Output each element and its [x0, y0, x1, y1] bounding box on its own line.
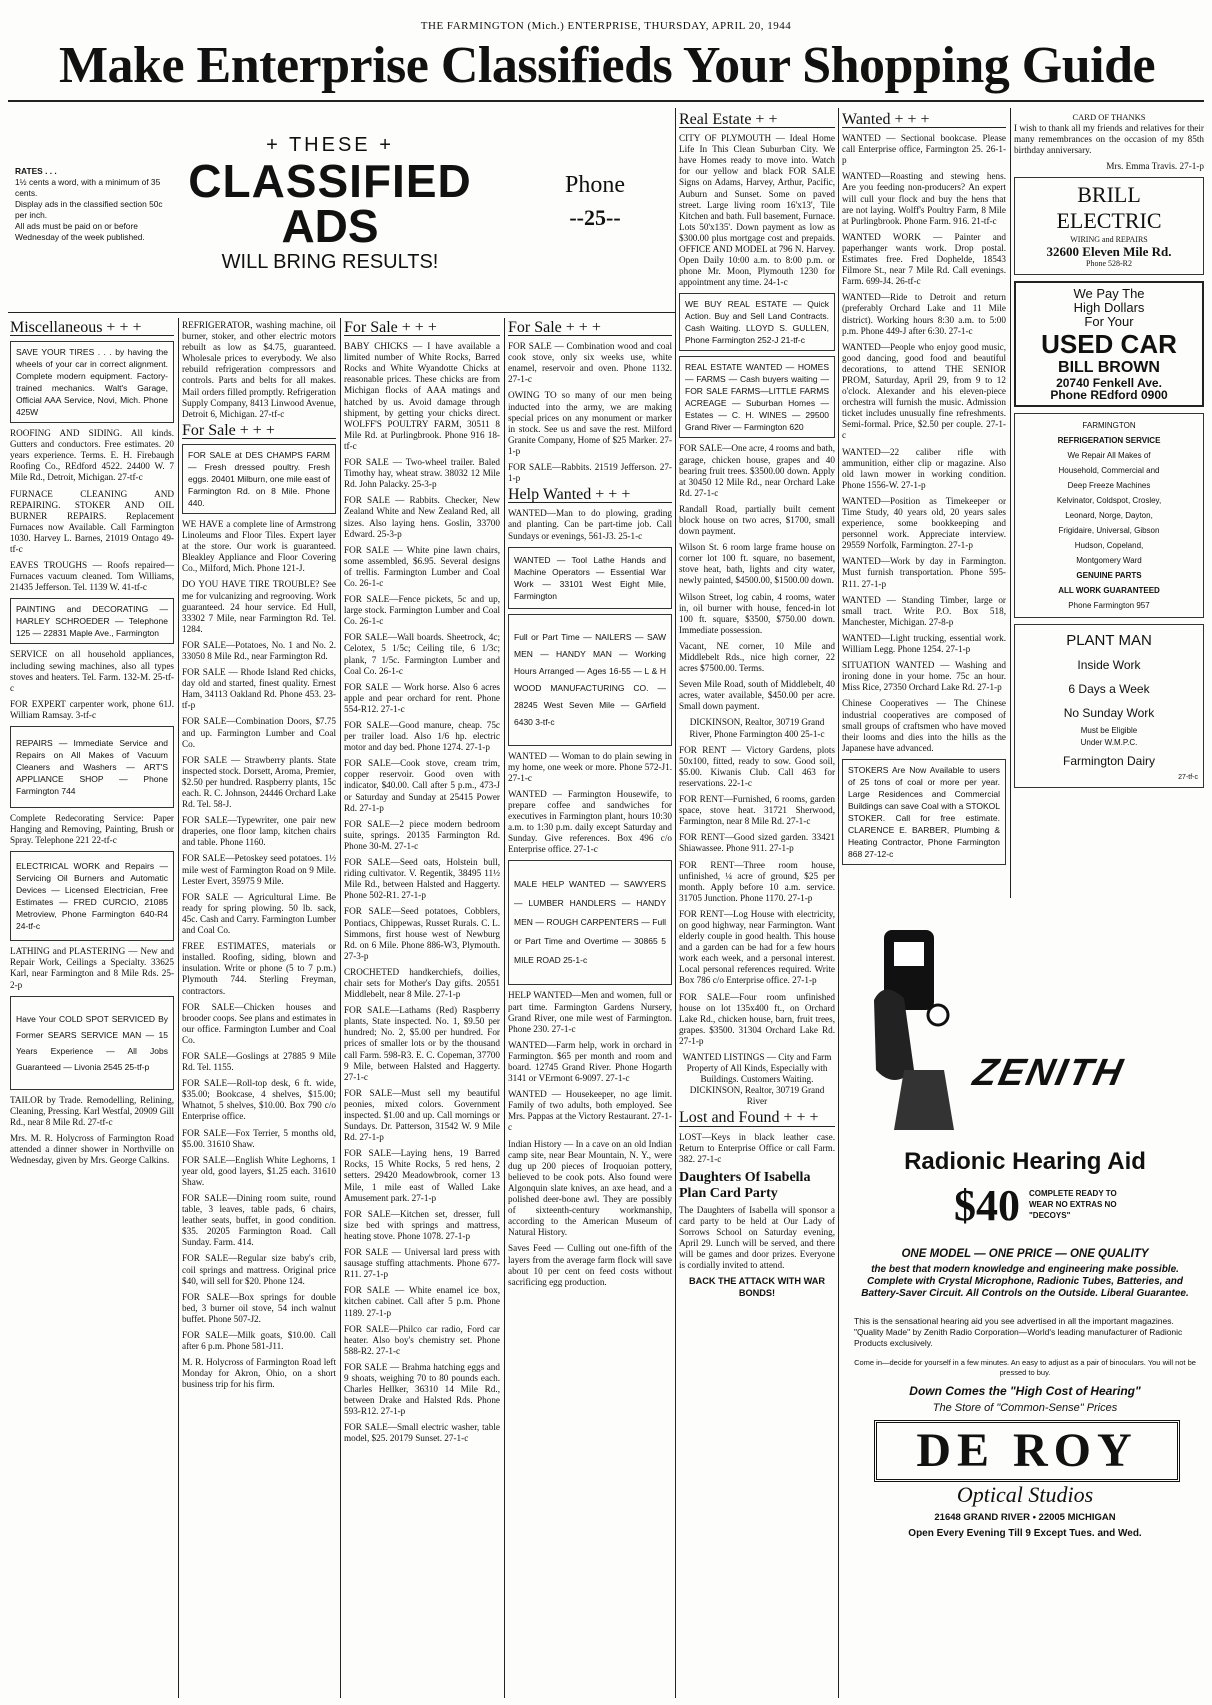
phone-banner: [545, 172, 645, 231]
refrig-title: REFRIGERATION SERVICE: [1057, 436, 1161, 446]
classified-ad: WANTED—Ride to Detroit and return (preferably Orchard Lake and 11 Mile district). Working hours 8:30 a.m. to 5:00 p.m. Phone 449-J after 6:30. 27-1-c: [842, 292, 1006, 336]
classified-ad: FURNACE CLEANING AND REPAIRING. STOKER AND OIL BURNER REPAIRS. Replacement Furnaces now Available. Call Farmington 1030. Harvey L. Barnes, 21019 Ontago 49-tf-c: [10, 488, 174, 555]
column-for-sale-2: [344, 320, 500, 1700]
section-for-sale: For Sale + + +: [182, 425, 336, 439]
classified-ad: FOR SALE—Roll-top desk, 6 ft. wide, $35.00; Bookcase, 4 shelves, $15.00; Whatnot, 5 shelves, $10.00. Box 790 c/o Enterprise office.: [182, 1078, 336, 1122]
section-lost-and-found: Lost and Found + + +: [679, 1112, 835, 1126]
classified-ad: CITY OF PLYMOUTH — Ideal Home Life In This Clean Suburban City. We have Homes ready to move into. Watch for our yellow and black FOR SALE Signs on Adams, Harvey, Arthur, Pacific, Auburn and Sunset. Some on paved street. Large living room 16'x13', Tile Kitchen and bath. Full basement, Furnace. Lots 50'x135'. Down payment as low as $300.00 plus mortgage cost and prepaids. OFFICE AND MODEL at 796 N. Harvey. Open Daily 10:00 a.m. to 8:00 p.m. or phone Mr. Moon, Plymouth 1230 for appointment any time. 24-1-c: [679, 133, 835, 288]
classified-ad: WANTED — Housekeeper, no age limit. Family of two adults, both employed. See Mrs. Pappas at the Victory Restaurant. 27-1-c: [508, 1089, 672, 1133]
classified-ad: FOR SALE — Strawberry plants. State inspected stock. Dorsett, Aroma, Premier, $2.50 per hundred. Raspberry plants, 15c each. R. C. Johnson, 24446 Orchard Lake Rd. Tel. 58-J.: [182, 754, 336, 810]
column-display-ads: [1014, 112, 1204, 902]
classified-ad: FOR SALE—Typewriter, one pair new draperies, one floor lamp, kitchen chairs and table. Phone 1160.: [182, 815, 336, 848]
classified-ad: FOR RENT—Log House with electricity, on good highway, near Farmington. Want elderly couple in good health. This house and a garden can be had for a few hours work each week, and a personal interest. Local personal references required. Write Box 786 c/o Enterprise office. 27-1-p: [679, 908, 835, 986]
classified-ad: DICKINSON, Realtor, 30719 Grand River, Phone Farmington 400 25-1-c: [689, 717, 825, 739]
classified-ad: MALE HELP WANTED — SAWYERS — LUMBER HANDLERS — HANDY MEN — ROUGH CARPENTERS — Full or Part Time and Overtime — 30865 5 MILE ROAD 25-1-c: [508, 860, 672, 985]
news-item: M. R. Holycross of Farmington Road left Monday for Akron, Ohio, on a short business trip for his firm.: [182, 1357, 336, 1390]
hand-with-hearing-aid-icon: [854, 920, 974, 1130]
refrig-line: FARMINGTON: [1082, 421, 1136, 431]
banner-these: + THESE +: [266, 134, 394, 156]
classified-ad: HELP WANTED—Men and women, full or part time. Farmington Gardens Nursery, Grand River, one mile west of Farmington. Phone 230. 27-1-c: [508, 990, 672, 1034]
classified-ad: FOR SALE—Good manure, cheap. 75c per trailer load. Also 1/6 hp. electric motor and day bed. Phone 1274. 27-1-p: [344, 720, 500, 753]
news-item: Saves Feed — Culling out one-fifth of the layers from the average farm flock will save about 10 per cent on feed costs without sacrificing egg production.: [508, 1243, 672, 1287]
section-for-sale: For Sale + + +: [508, 322, 672, 336]
classified-ad: DO YOU HAVE TIRE TROUBLE? See me for vulcanizing and regrooving. Work guaranteed. 24 hour service. Ed Hull, 33302 7 Mile, near Farmington Rd. Tel. 1284.: [182, 579, 336, 634]
classified-ad: WANTED—Work by day in Farmington. Must furnish transportation. Phone 595-R11. 27-1-p: [842, 556, 1006, 589]
classified-ad: WANTED — Tool Lathe Hands and Machine Operators — Essential War Work — 33101 West Eight Mile, Farmington: [508, 547, 672, 609]
band-rule: [8, 312, 676, 313]
classified-ad: FOR SALE—Fence pickets, 5c and up, large stock. Farmington Lumber and Coal Co. 26-1-c: [344, 594, 500, 627]
classified-ad: FOR SALE—Chicken houses and brooder coops. See plans and estimates in our office. Farmington Lumber and Coal Co.: [182, 1001, 336, 1045]
classified-ad: WANTED — Sectional bookcase. Please call Enterprise office, Farmington 25. 26-1-p: [842, 133, 1006, 166]
classified-ad: FOR RENT—Three room house, unfinished, ¼ acre of ground, $25 per month. Apply before 10 a.m. service. 31705 Junction. Phone 1170. 27-1-p: [679, 859, 835, 903]
header-rule: [8, 100, 1204, 102]
page-headline: Make Enterprise Classifieds Your Shopping Guide: [58, 37, 1156, 94]
card-of-thanks-signature: Mrs. Emma Travis. 27-1-p: [1106, 161, 1204, 172]
column-real-estate: [679, 112, 835, 1702]
classified-ad: OWING TO so many of our men being inducted into the army, we are making special prices on any monument or marker in stock. See us and save the rest. Milford Granite Company, Home of $25 Marker. 27-1-p: [508, 390, 672, 456]
classified-ad: FOR SALE—Must sell my beautiful peonies, mixed colors. Government inspected. $1.00 and up. Call mornings or Sundays. Dr. Patterson, 31542 W. 9 Mile Rd. 27-1-p: [344, 1087, 500, 1143]
classified-ad: Complete Redecorating Service: Paper Hanging and Removing, Painting, Brush or Spray. Telephone 221 22-tf-c: [10, 812, 174, 846]
zenith-down-comes: Down Comes the "High Cost of Hearing": [909, 1384, 1141, 1398]
brill-services: WIRING and REPAIRS: [1070, 235, 1148, 245]
classified-ad: WANTED—Position as Timekeeper or Time Study, 40 years old, 20 years sales experience, some bookkeeping and personnel work. Appreciate interview. 29559 Norfolk, Farmington. 27-1-p: [842, 495, 1006, 551]
zenith-price: $40: [954, 1181, 1020, 1230]
classified-ad: FOR SALE — White enamel ice box, kitchen cabinet. Call after 5 p.m. Phone 1189. 27-1-p: [344, 1285, 500, 1318]
classified-ad: FOR SALE—Petoskey seed potatoes. 1½ mile west of Farmington Road on 9 Mile. Lester Evert, 35975 9 Mile.: [182, 853, 336, 886]
classified-ad: FOR SALE—Fox Terrier, 5 months old, $5.00. 31610 Shaw.: [182, 1127, 336, 1149]
usedcar-line: High Dollars: [1073, 300, 1145, 316]
classified-ad: FOR SALE—Wall boards. Sheetrock, 4c; Celotex, 5 1/5c; Ceiling tile, 6 1/3c; plank, 7 1/5c. Farmington Lumber and Coal Co. 26-1-c: [344, 632, 500, 676]
zenith-title: Radionic Hearing Aid: [904, 1148, 1146, 1175]
classified-ad: FOR SALE—Seed oats, Holstein bull, riding cultivator. V. Regentik, 38495 11½ Mile Rd., between Halsted and Haggerty. Phone 502-R1. 27-1-p: [344, 857, 500, 901]
classified-ad: REAL ESTATE WANTED — HOMES — FARMS — Cash buyers waiting — FOR SALE FARMS—LITTLE FARMS ACREAGE — Suburban Homes — Estates — C. H. WINES — 29500 Grand River — Farmington 620: [679, 356, 835, 438]
column-wanted: [842, 112, 1006, 902]
brill-name: BRILL: [1077, 182, 1141, 208]
zenith-come-in: Come in—decide for yourself in a few minutes. An easy to adjust as a pair of binoculars. You will not be pressed to buy.: [854, 1358, 1196, 1377]
zenith-hearing-aid-ad: [844, 912, 1206, 1702]
usedcar-line: We Pay The: [1073, 286, 1145, 302]
classified-ad: FOR SALE — Rhode Island Red chicks, day old and started, finest quality. Ernest Ham, 34113 Oakland Rd. Phone 453. 23-tf-p: [182, 667, 336, 711]
plant-man-ad: [1014, 624, 1204, 788]
column-miscellaneous: [10, 320, 174, 1700]
classified-ad: WANTED WORK — Painter and paperhanger wants work. Drop postal. Estimates free. Fred Dophelde, 18543 Filmore St., near 7 Mile Rd. Call evenings. Farm. 699-J4. 26-tf-c: [842, 231, 1006, 287]
brill-electric-ad: [1014, 177, 1204, 275]
usedcar-phone: Phone REdford 0900: [1050, 388, 1168, 403]
refrig-line: We Repair All Makes of: [1067, 451, 1151, 461]
brill-phone: Phone 528-R2: [1086, 259, 1132, 269]
classified-ad: WANTED — Standing Timber, large or small tract. Write P.O. Box 518, Manchester, Michigan. 27-8-p: [842, 594, 1006, 627]
banner-results: WILL BRING RESULTS!: [221, 251, 439, 273]
classified-ad: FOR SALE—Philco car radio, Ford car heater. Also boy's chemistry set. Phone 588-R2. 27-1-c: [344, 1323, 500, 1356]
classified-ad: FOR RENT—Good sized garden. 33421 Shiawassee. Phone 911. 27-1-p: [679, 832, 835, 854]
classified-ad: FOR SALE — Two-wheel trailer. Baled Timothy hay, wheat straw. 38032 12 Mile Rd. John Palacky. 25-3-p: [344, 457, 500, 490]
classified-ad: FOR SALE at DES CHAMPS FARM — Fresh dressed poultry. Fresh eggs. 20401 Milburn, one mile east of Farmington Rd. on 8 Mile. Phone 440.: [182, 444, 336, 514]
zenith-note: This is the sensational hearing aid you see advertised in all the important magazines. "Quality Made" by Zenith Radio Corporation—World's leading manufacturer of Radionic Products exclusively.: [854, 1316, 1183, 1348]
classified-ad: LOST—Keys in black leather case. Return to Enterprise Office or call Farm. 382. 27-1-c: [679, 1131, 835, 1164]
card-of-thanks-title: CARD OF THANKS: [1072, 112, 1146, 122]
classified-ad: FOR SALE — Work horse. Also 6 acres apple and pear orchard for rent. Phone 554-R12. 27-1-c: [344, 681, 500, 714]
classified-ad: WE BUY REAL ESTATE — Quick Action. Buy and Sell Land Contracts. Cash Waiting. LLOYD S. GULLEN, Phone Farmington 252-J 21-tf-c: [679, 293, 835, 351]
classified-ad: WANTED—22 caliber rifle with ammunition, either clip or magazine. Also old lawn mower in working condition. Phone 1556-W. 27-1-p: [842, 446, 1006, 490]
plantman-line: Under W.M.P.C.: [1080, 738, 1138, 748]
classified-ad: FOR SALE—Cook stove, cream trim, copper reservoir. Good oven with indicator, $40.00. Call after 5 p.m., 473-J or Saturday and Sunday at 25415 Power Rd. 27-1-p: [344, 758, 500, 813]
classified-ad: FOR SALE—English White Leghorns, 1 year old, good layers, $1.25 each. 31610 Shaw.: [182, 1154, 336, 1187]
classified-banner: [180, 134, 480, 292]
classified-ad: Have Your COLD SPOT SERVICED By Former SEARS SERVICE MAN — 15 Years Experience — All Jobs Guaranteed — Livonia 2545 25-tf-p: [10, 996, 174, 1090]
column-rule: [838, 108, 839, 1698]
classified-ad: SAVE YOUR TIRES . . . by having the wheels of your car in correct alignment. Complete modern equipment. Factory-trained mechanics. Walt's Garage, Official AAA Service, Novi, Mich. Phone 425W: [10, 341, 174, 423]
classified-ad: SITUATION WANTED — Washing and ironing done in your home. 75c an hour. Miss Rice, 27350 Orchard Lake Rd. 27-1-p: [842, 660, 1006, 693]
section-for-sale: For Sale + + +: [344, 322, 500, 336]
plantman-employer: Farmington Dairy: [1062, 754, 1156, 769]
refrig-line: Hudson, Copeland,: [1074, 541, 1144, 551]
classified-ad: FOR SALE — Universal lard press with sausage stuffing attachments. Phone 677-R11. 27-1-p: [344, 1247, 500, 1280]
deroy-optical: Optical Studios: [956, 1482, 1094, 1507]
banner-ads: ADS: [281, 200, 379, 252]
column-rule: [340, 318, 341, 1698]
classified-ad: FOR SALE — White pine lawn chairs, some assembled, $6.95. Several designs of trellis. Farmington Lumber and Coal Co. 26-1-c: [344, 544, 500, 588]
classified-ad: TAILOR by Trade. Remodelling, Relining, Cleaning, Pressing. Karl Westfal, 20909 Gill Rd., near 8 Mile Rd. 27-tf-c: [10, 1094, 174, 1127]
news-item: Chinese Cooperatives — The Chinese industrial cooperatives are composed of small groups of craftsmen who have moved their looms and dies into the hills as the Japanese have advanced.: [842, 698, 1006, 753]
rates-line: All ads must be paid on or before Wednesday of the week published.: [15, 221, 145, 242]
classified-ad: ELECTRICAL WORK and Repairs — Servicing Oil Burners and Automatic Devices — Licensed Electrician, Free Estimates — FRED CURCIO, 21085 Metroview, Phone Farmington 640-R4 24-tf-c: [10, 851, 174, 941]
refrig-line: Leonard, Norge, Dayton,: [1065, 511, 1153, 521]
classified-ad: FOR SALE—Combination Doors, $7.75 and up. Farmington Lumber and Coal Co.: [182, 716, 336, 749]
classified-ad: FOR SALE—Laying hens, 19 Barred Rocks, 15 White Rocks, 5 red hens, 2 setters. 29420 Meadowbrook, corner 13 Mile, 1 mile east of Walled Lake Amusement park. 27-1-p: [344, 1148, 500, 1203]
refrig-line: Montgomery Ward: [1076, 556, 1142, 566]
deroy-logo: DE ROY: [874, 1420, 1180, 1482]
classified-ad: FOR SALE—Rabbits. 21519 Jefferson. 27-1-p: [508, 462, 672, 484]
usedcar-title: USED CAR: [1041, 329, 1177, 360]
zenith-logo: ZENITH: [969, 1052, 1128, 1094]
classified-ad: FOR SALE—Lathams (Red) Raspberry plants, State inspected. No. 1, $9.50 per hundred; No. 2, $5.00 per hundred. For prices of smaller lots or by the thousand call Farm. 598-R3. E. C. Copeman, 37700 9 Mile, between Halsted and Haggerty. 27-1-c: [344, 1005, 500, 1082]
classified-ad: Randall Road, partially built cement block house on two acres, $1700, small down payment.: [679, 503, 835, 537]
refrig-line: GENUINE PARTS: [1076, 571, 1142, 581]
deroy-address: 21648 GRAND RIVER • 22005 MICHIGAN: [934, 1512, 1116, 1523]
classified-ad: WANTED — Woman to do plain sewing in my home, one week or more. Phone 572-J1. 27-1-c: [508, 750, 672, 783]
column-for-sale-1: [182, 320, 336, 1700]
section-miscellaneous: Miscellaneous + + +: [10, 322, 174, 336]
column-rule: [675, 108, 676, 1698]
classified-ad: REFRIGERATOR, washing machine, oil burner, stoker, and other electric motors rebuilt as low as $4.75, guaranteed. Wholesale prices to everybody. We also rebuild refrigeration compressors and controls. Parts and belts for all makes. Mail orders filled promptly. Refrigeration Supply Company, 8413 Linwood Avenue, Detroit 6, Michigan. 27-tf-c: [182, 320, 336, 419]
classified-ad: WANTED—People who enjoy good music, good dancing, good food and beautiful decorations, to attend THE SENIOR PROM, Saturday, April 29, from 9 to 12 o'clock. Alexander and his eleven-piece orchestra will furnish the music. Admission ticket includes unusually fine refreshments. Semi-formal. Price, $2.50 per couple. 27-1-c: [842, 341, 1006, 441]
plantman-title: PLANT MAN: [1066, 632, 1152, 650]
column-rule: [1010, 108, 1011, 898]
classified-ad: Wilson St. 6 room large frame house on corner lot 100 ft. square, no basement, stove heat, bath, lights and city water, newly painted, $4500.00, $1500.00 down.: [679, 542, 835, 586]
zenith-price-note: COMPLETE READY TO WEAR NO EXTRAS NO "DECOYS": [1029, 1189, 1117, 1220]
usedcar-line: For Your: [1084, 314, 1134, 330]
classified-ad: WANTED—Roasting and stewing hens. Are you feeding non-producers? An expert will cull your flock and buy the hens that are not laying. Wolff's Poultry Farm, 8 Mile at Purlingbrook. Phone Farm. 916. 21-tf-c: [842, 171, 1006, 226]
classified-ad: Full or Part Time — NAILERS — SAW MEN — HANDY MAN — Working Hours Arranged — Ages 16-55 — L & H WOOD MANUFACTURING CO. — 28245 West Seven Mile — GArfield 6430 3-tf-c: [508, 614, 672, 746]
classified-ad: WANTED—Farm help, work in orchard in Farmington. $65 per month and room and board. 12745 Grand River. Phone Hogarth 3141 or VErmont 6-9097. 27-1-c: [508, 1039, 672, 1084]
classified-ad: REPAIRS — Immediate Service and Repairs on All Makes of Vacuum Cleaners and Washers — ART'S APPLIANCE SHOP — Phone Farmington 744: [10, 726, 174, 808]
card-of-thanks-text: I wish to thank all my friends and relatives for their many remembrances on the occasion of my 85th birthday anniversary.: [1014, 123, 1204, 156]
classified-ad: PAINTING and DECORATING — HARLEY SCHROEDER — Telephone 125 — 22831 Maple Ave., Farmington: [10, 598, 174, 644]
classified-ad: FOR SALE—Potatoes, No. 1 and No. 2. 33050 8 Mile Rd., near Farmington Rd.: [182, 639, 336, 661]
classified-ad: LATHING and PLASTERING — New and Repair Work, Ceilings a Specialty. 33625 Karl, near Farmington and 8 Mile Rds. 25-2-p: [10, 946, 174, 990]
news-item: Indian History — In a cave on an old Indian camp site, near Bear Mountain, N. Y., were dug up 200 pieces of Iroquoian pottery, believed to be cook pots. Also found were Algonquin slate knives, an axe head, and a polished deer-bone awl. They are possibly of sixteenth-century workmanship, according to the American Museum of Natural History.: [508, 1138, 672, 1238]
classified-ad: FOR RENT—Furnished, 6 rooms, garden space, stove heat. 31721 Sherwood, Farmington, near 8 Mile Rd. 27-1-c: [679, 794, 835, 827]
refrig-phone: Phone Farmington 957: [1068, 601, 1150, 611]
plantman-line: No Sunday Work: [1063, 706, 1155, 721]
section-real-estate: Real Estate + +: [679, 114, 835, 128]
classified-ad: FOR SALE—Goslings at 27885 9 Mile Rd. Tel. 1155.: [182, 1050, 336, 1073]
classified-ad: FOR SALE—Kitchen set, dresser, full size bed with springs and mattress, heating stove. Phone 1078. 27-1-p: [344, 1208, 500, 1241]
classified-ad: FOR SALE — Rabbits. Checker, New Zealand White and New Zealand Red, all sizes. Also laying hens. Goslin, 33700 Edward. 25-3-p: [344, 495, 500, 539]
classified-ad: WANTED LISTINGS — City and Farm Property of All Kinds, Especially with Buildings. Customers Waiting. DICKINSON, Realtor, 30719 Grand River: [682, 1052, 832, 1107]
war-bonds-slogan: BACK THE ATTACK WITH WAR BONDS!: [688, 1276, 826, 1298]
classified-ad: FOR SALE — Agricultural Lime. Be ready for spring plowing. 50 lb. sack, 45c. Cash and Carry. Farmington Lumber and Coal Co.: [182, 891, 336, 936]
plantman-line: Inside Work: [1077, 658, 1141, 673]
usedcar-address: 20740 Fenkell Ave.: [1056, 376, 1162, 391]
classified-ad: FOR SALE—One acre, 4 rooms and bath, garage, chicken house, grapes and 40 bearing fruit trees. $3500.00 down. Apply at 30450 12 Mile Rd., near Orchard Lake Rd. 27-1-c: [679, 443, 835, 498]
section-help-wanted: Help Wanted + + +: [508, 489, 672, 503]
column-help-wanted: [508, 320, 672, 1700]
rates-box: [10, 162, 170, 247]
classified-ad: WANTED—Light trucking, essential work. William Legg. Phone 1254. 27-1-p: [842, 632, 1006, 655]
phone-number: --25--: [569, 205, 621, 230]
refrig-line: Frigidaire, Universal, Gibson: [1058, 526, 1160, 536]
used-car-ad: [1014, 281, 1204, 407]
classified-ad: CROCHETED handkerchiefs, doilies, chair sets for Mother's Day gifts. 20551 Middlebelt, near 8 Mile. 27-1-p: [344, 966, 500, 1000]
classified-ad: FOR SALE—Regular size baby's crib, coil springs and mattress. Original price $40, will sell for $20. Phone 124.: [182, 1253, 336, 1286]
zenith-tagline: ONE MODEL — ONE PRICE — ONE QUALITY: [901, 1248, 1149, 1260]
daughters-headline: Daughters Of Isabella Plan Card Party: [679, 1169, 811, 1201]
classified-ad: BABY CHICKS — I have available a limited number of White Rocks, Barred Rocks and White Wyandotte Chicks at reasonable prices. These chicks are from Michigan flocks of AAA matings and hatched by us. Avoid damage through shipment, by getting your chicks direct. WOLFF'S POULTRY FARM, 30511 8 Mile Rd. at Purlingbrook. Phone 916 18-tf-c: [344, 341, 500, 451]
news-item: Mrs. M. R. Holycross of Farmington Road attended a dinner shower in Northville on Wednesday, given by Mrs. George Calkins.: [10, 1132, 174, 1166]
brill-address: 32600 Eleven Mile Rd.: [1046, 244, 1172, 260]
classified-ad: FOR SALE — Combination wood and coal cook stove, only six weeks use, white enamel, reservoir and oven. Phone 1132. 27-1-c: [508, 341, 672, 385]
classified-ad: FOR RENT — Victory Gardens, plots 50x100, fitted, ready to sow. Good soil, $5.00. Kiwanis Club. Call 463 for reservations. 22-1-c: [679, 744, 835, 788]
plantman-code: 27-tf-c: [1178, 774, 1198, 782]
banner-classified: CLASSIFIED: [188, 155, 472, 207]
rates-line: 1½ cents a word, with a minimum of 35 cents.: [15, 177, 161, 198]
phone-label: Phone: [565, 172, 625, 198]
classified-ad: Vacant, NE corner, 10 Mile and Middlebelt Rds., nice high corner, 22 acres $7500.00. Terms.: [679, 640, 835, 674]
plantman-line: Must be Eligible: [1080, 726, 1138, 736]
classified-ad: FOR SALE—2 piece modern bedroom suite, springs. 20135 Farmington Rd. Phone 30-M. 27-1-c: [344, 818, 500, 851]
classified-ad: FOR SALE—Dining room suite, round table, 3 leaves, table pads, 6 chairs, leather seats, buffet, in good condition. $35. 20205 Farmington Road. Call Sunday. Farm. 414.: [182, 1193, 336, 1248]
classified-ad: FOR SALE—Box springs for double bed, 3 burner oil stove, 54 inch walnut buffet. Phone 507-J2.: [182, 1291, 336, 1324]
dateline: THE FARMINGTON (Mich.) ENTERPRISE, THURSDAY, APRIL 20, 1944: [420, 20, 792, 32]
zenith-body: the best that modern knowledge and engineering make possible. Complete with Crystal Microphone, Radionic Tubes, Batteries, and Battery-Saver Circuit. All Controls on the Outside. Liberal Guarantee.: [861, 1264, 1189, 1299]
classified-ad: FOR SALE — Brahma hatching eggs and 9 shoats, weighing 70 to 80 pounds each. Charles Hellker, 36310 14 Mile Rd., between Drake and Halsted Rds. Phone 593-R12. 27-1-p: [344, 1361, 500, 1417]
classified-ad: WE HAVE a complete line of Armstrong Linoleums and Floor Tiles. Expert layer at the store. Our work is guaranteed. Bleakley Appliance and Floor Covering Co., Milford, Mich. Phone 121-J.: [182, 518, 336, 574]
classified-ad: FOR SALE—Small electric washer, table model, $25. 20179 Sunset. 27-1-c: [344, 1422, 500, 1444]
classified-ad: SERVICE on all household appliances, including sewing machines, also all types stoves and heaters. Tel. Farm. 132-M. 25-tf-c: [10, 649, 174, 693]
classified-ad: Seven Mile Road, south of Middlebelt, 40 acres, water available, $450.00 per acre. Small down payment.: [679, 679, 835, 712]
classified-ad: FOR SALE—Seed potatoes, Cobblers, Pontiacs, Chippewas, Russet Rurals. C. L. Simmons, first house west of Newburg Rd. on 6 Mile. Phone 886-W3, Plymouth. 27-3-p: [344, 906, 500, 961]
refrig-line: Household, Commercial and: [1058, 466, 1160, 476]
classified-ad: FOR SALE—Four room unfinished house on lot 135x400 ft., on Orchard Lake Rd., chicken house, barn, fruit trees, grapes. $3500. 31304 Orchard Lake Rd. 27-1-p: [679, 991, 835, 1046]
classified-ad: EAVES TROUGHS — Roofs repaired—Furnaces vacuum cleaned. Tom Williams, 21435 Jefferson. Tel. 1139 W. 41-tf-c: [10, 560, 174, 593]
rates-title: RATES . . .: [15, 166, 57, 176]
plantman-line: 6 Days a Week: [1068, 682, 1150, 697]
classified-ad: WANTED — Farmington Housewife, to prepare coffee and sandwiches for executives in Farmington plant, hours 10:30 a.m. to 1:30 p.m. daily except Saturday and Sunday. Give references. Box 496 c/o Enterprise office. 27-1-c: [508, 788, 672, 855]
classified-ad: FREE ESTIMATES, materials or installed. Roofing, siding, blown and insulation. Write or phone (5 to 7 p.m.) Plymouth 744. Sterling Freyman, contractors.: [182, 941, 336, 996]
section-wanted: Wanted + + +: [842, 114, 1006, 128]
refrig-line: Kelvinator, Coldspot, Crosley,: [1056, 496, 1162, 506]
classified-ad: STOKERS Are Now Available to users of 25 tons of coal or more per year. Large Residences and Commercial Buildings can save Coal with a STOKOL STOKER. Call for free estimate. CLARENCE E. BARBER, Plumbing & Heating Contractor, Phone Farmington 868 27-12-c: [842, 759, 1006, 865]
column-rule: [178, 318, 179, 1698]
refrigeration-ad: [1014, 413, 1204, 618]
classified-ad: FOR SALE—Milk goats, $10.00. Call after 6 p.m. Phone 581-J11.: [182, 1330, 336, 1352]
refrig-line: ALL WORK GUARANTEED: [1058, 586, 1160, 596]
deroy-hours: Open Every Evening Till 9 Except Tues. and Wed.: [908, 1528, 1142, 1539]
classified-ad: Wilson Street, log cabin, 4 rooms, water in, oil burner with house, fenced-in lot 100 ft. square, $3500, $750.00 down. Immediate possession.: [679, 591, 835, 635]
zenith-store: The Store of "Common-Sense" Prices: [932, 1402, 1118, 1414]
refrig-line: Deep Freeze Machines: [1067, 481, 1151, 491]
classified-ad: WANTED—Man to do plowing, grading and planting. Can be part-time job. Call Sundays or evenings, 561-J3. 25-1-c: [508, 508, 672, 541]
usedcar-dealer: BILL BROWN: [1058, 359, 1160, 377]
news-item: The Daughters of Isabella will sponsor a card party to be held at Our Lady of Sorrows School on Saturday evening, April 29. Lunch will be served, and there will be games and door prizes. Everyone is cordially invited to attend.: [679, 1204, 835, 1271]
classified-ad: FOR EXPERT carpenter work, phone 61J. William Ramsay. 3-tf-c: [10, 698, 174, 720]
classified-ad: ROOFING AND SIDING. All kinds. Gutters and conductors. Free estimates. 20 years experience. Terms. E. H. Firebaugh Roofing Co., REdford 4522. 24400 W. 7 Mile Rd., Detroit, Michigan. 27-tf-c: [10, 428, 174, 483]
column-rule: [504, 318, 505, 1698]
brill-electric: ELECTRIC: [1056, 208, 1162, 234]
rates-line: Display ads in the classified section 50c per inch.: [15, 199, 163, 220]
